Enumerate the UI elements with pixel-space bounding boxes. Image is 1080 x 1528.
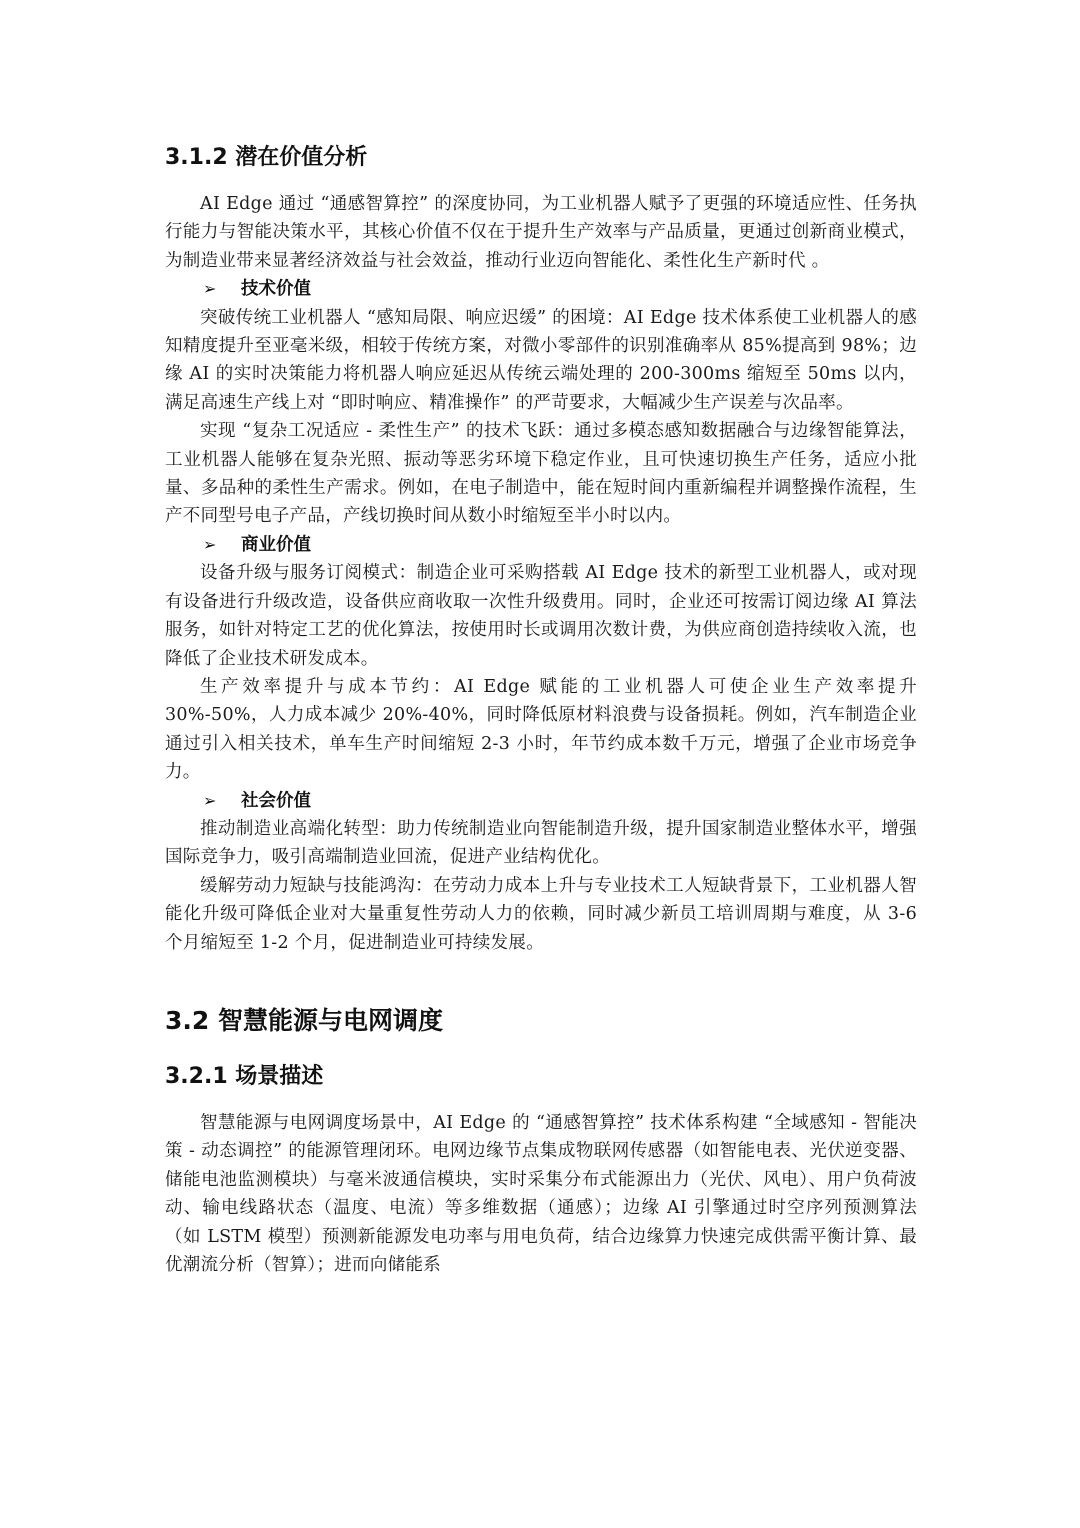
arrow-bullet-icon: ➢: [203, 790, 217, 810]
tech-paragraph-2: 实现 “复杂工况适应 - 柔性生产” 的技术飞跃：通过多模态感知数据融合与边缘智能算法，工业机器人能够在复杂光照、振动等恶劣环境下稳定作业，且可快速切换生产任务，适应小批量、多品种的柔性生产需求。例如，在电子制造中，能在短时间内重新编程并调整操作流程，生产不同型号电子产品，产线切换时间从数小时缩短至半小时以内。: [165, 421, 917, 527]
business-paragraph-2: 生产效率提升与成本节约：AI Edge 赋能的工业机器人可使企业生产效率提升 30%-50%，人力成本减少 20%-40%，同时降低原材料浪费与设备损耗。例如，汽车制造企业通过引入相关技术，单车生产时间缩短 2-3 小时，年节约成本数千万元，增强了企业市场竞争力。: [165, 676, 917, 783]
scene-paragraph-1: 智慧能源与电网调度场景中，AI Edge 的 “通感智算控” 技术体系构建 “全域感知 - 智能决策 - 动态调控” 的能源管理闭环。电网边缘节点集成物联网传感器（如智能电表、光伏逆变器、储能电池监测模块）与毫米波通信模块，实时采集分布式能源出力（光伏、风电）、用户负荷波动、输电线路状态（温度、电流）等多维数据（通感）；边缘 AI 引擎通过时空序列预测算法（如 LSTM 模型）预测新能源发电功率与用电负荷，结合边缘算力快速完成供需平衡计算、最优潮流分析（智算）；进而向储能系: [165, 1112, 917, 1275]
social-paragraph-2: 缓解劳动力短缺与技能鸿沟：在劳动力成本上升与专业技术工人短缺背景下，工业机器人智能化升级可降低企业对大量重复性劳动人力的依赖，同时减少新员工培训周期与难度，从 3-6 个月缩短至 1-2 个月，促进制造业可持续发展。: [165, 875, 917, 953]
page-content: [165, 140, 917, 1279]
tech-paragraph-1: 突破传统工业机器人 “感知局限、响应迟缓” 的困境：AI Edge 技术体系使工业机器人的感知精度提升至亚毫米级，相较于传统方案，对微小零部件的识别准确率从 85%提高到 98%；边缘 AI 的实时决策能力将机器人响应延迟从传统云端处理的 200-300ms 缩短至 50ms 以内，满足高速生产线上对 “即时响应、精准操作” 的严苛要求，大幅减少生产误差与次品率。: [165, 307, 917, 413]
bullet-social-value: [165, 787, 917, 815]
intro-paragraph: AI Edge 通过 “通感智算控” 的深度协同，为工业机器人赋予了更强的环境适应性、任务执行能力与智能决策水平，其核心价值不仅在于提升生产效率与产品质量，更通过创新商业模式，为制造业带来显著经济效益与社会效益，推动行业迈向智能化、柔性化生产新时代 。: [165, 194, 917, 271]
section-heading-3-2-1: 3.2.1 场景描述: [165, 1063, 324, 1089]
bullet-label: 社会价值: [241, 790, 311, 811]
bullet-label: 技术价值: [241, 279, 311, 300]
section-heading-3-2: 3.2 智慧能源与电网调度: [165, 1005, 443, 1035]
social-paragraph-1: 推动制造业高端化转型：助力传统制造业向智能制造升级，提升国家制造业整体水平，增强国际竞争力，吸引高端制造业回流，促进产业结构优化。: [165, 818, 917, 868]
bullet-label: 商业价值: [241, 534, 311, 555]
business-paragraph-1: 设备升级与服务订阅模式：制造企业可采购搭载 AI Edge 技术的新型工业机器人，或对现有设备进行升级改造，设备供应商收取一次性升级费用。同时，企业还可按需订阅边缘 AI 算法服务，如针对特定工艺的优化算法，按使用时长或调用次数计费，为供应商创造持续收入流，也降低了企业技术研发成本。: [165, 563, 917, 669]
arrow-bullet-icon: ➢: [203, 279, 217, 299]
bullet-tech-value: [165, 275, 917, 303]
arrow-bullet-icon: ➢: [203, 534, 217, 554]
bullet-business-value: [165, 531, 917, 559]
section-heading-3-1-2: 3.1.2 潜在价值分析: [165, 145, 368, 170]
